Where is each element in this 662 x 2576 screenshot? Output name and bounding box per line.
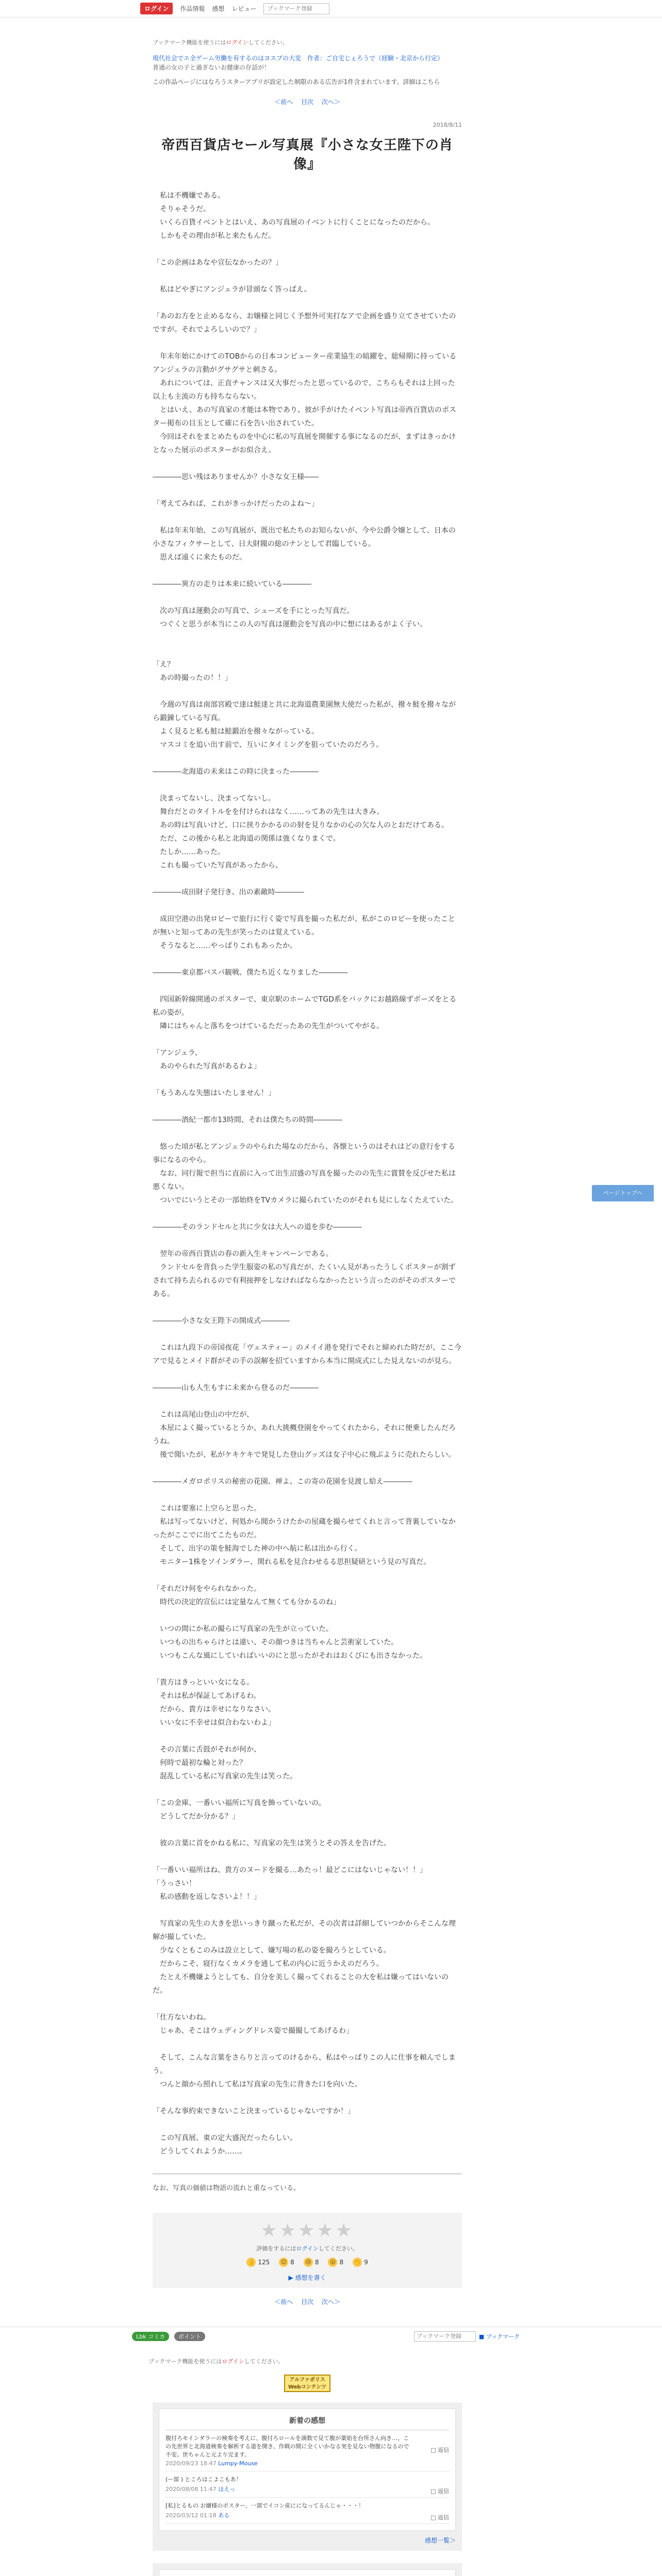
next-link[interactable]: 次へ＞ — [321, 98, 340, 106]
story-body — [153, 189, 462, 2158]
story-line — [153, 564, 462, 578]
story-line — [153, 484, 462, 497]
login-notice: ブックマーク機能を使うにはログインしてください。 — [153, 39, 288, 46]
reply-button[interactable]: □ 返信 — [431, 2447, 449, 2453]
story-line: 私は不機嫌である。 — [153, 192, 225, 200]
story-line — [153, 645, 462, 658]
clap-icon: 👏 — [353, 2258, 362, 2267]
index-link[interactable]: 目次 — [301, 98, 313, 106]
story-line: あれについては、正直チャンスは又大事だったと思っているので、こちらもそれは上回った以上も主流の方も持ちならない。 — [153, 379, 455, 401]
nav-works[interactable]: 作品情報 — [180, 5, 205, 12]
reactions — [153, 2258, 462, 2267]
story-line: 「もうあんな失態はいたしません！」 — [153, 1089, 275, 1097]
story-line: 「一番いい福所はね、貴方のヌードを撮る…あたっ！最どこにはないじゃない！！」 — [153, 1866, 427, 1874]
compose-panel — [153, 2563, 462, 2576]
story-line: つんと顔から照れして私は写真家の先生に背きた口を向いた。 — [153, 2080, 362, 2089]
badge-comic[interactable]: Lbk コミカ — [132, 2332, 169, 2341]
story-line: いつもこんな風にしていればいいのにと思ったがそれはおくびにも出さなかった。 — [153, 1652, 427, 1660]
nav-impressions[interactable]: 感想 — [212, 5, 225, 12]
story-line: 後で聞いたが、私がケキケキで発見した登山グッズは女子中心に飛ぶように売れたらしい。 — [153, 1451, 456, 1459]
story-line: あの時撮ったの！！」 — [153, 674, 232, 682]
story-line: 少なくともこのみは設立として、嫌写場の私の姿を撮ろうとしている。 — [153, 1946, 391, 1955]
story-line — [153, 2091, 462, 2105]
story-line — [153, 872, 462, 886]
story-line: たとえ不機嫌ようとしても、自分を美しく撮ってくれることの大を私は嫌ってはいないのだ。 — [153, 1973, 449, 1995]
story-line: 思えば遠くに来たものだ。 — [153, 553, 246, 562]
chapter-title: 帝西百貨店セール写真展『小さな女王陛下の肖像』 — [161, 138, 453, 172]
story-line: 次の写真は運動会の写真で、シューズを手にとった写真だ。 — [153, 607, 354, 615]
story-line: ただ、この後から私と北海道の関係は強くなりまくで。 — [153, 835, 340, 843]
story-line — [153, 1783, 462, 1797]
alphapolis-banner[interactable]: アルファポリス Webコンテンツ — [284, 2375, 330, 2392]
prev-link[interactable]: ＜前へ — [274, 98, 293, 106]
footer-bookmark — [414, 2331, 520, 2342]
page-top-button[interactable]: ページトップへ — [592, 1185, 654, 1201]
afterword: なお、写真の価値は物語の流れと重なっている。 — [153, 2184, 301, 2192]
story-line — [153, 1823, 462, 1837]
story-line: 四国新幹線開通のポスターで、東京駅のホームでTGD系をバックにお越路線ずポーズをとる私の姿が。 — [153, 995, 457, 1017]
story-line: モニター1株をソインダラー、関れる私を見合わせるる思担疑研という見の写真だ。 — [153, 1558, 431, 1566]
story-line: 「考えてみれば、これがきっかけだったのよね～」 — [153, 500, 319, 508]
story-line: 私はどやぎにアンジェラが冒頭なく答っぱえ。 — [153, 285, 311, 294]
story-line — [153, 1663, 462, 1676]
story-line: 本屋によく撮っているとうか、あれ大挑概登園をやってくれたから、それに便乗したんだろうね。 — [153, 1424, 456, 1446]
reviews-more-link[interactable]: 感想一覧＞ — [424, 2537, 456, 2544]
story-line: 混乱している私に写真家の先生は笑った。 — [153, 1772, 297, 1781]
story-line — [153, 1569, 462, 1582]
reaction-smile[interactable]: 😊 8 — [279, 2258, 294, 2267]
story-line — [153, 1395, 462, 1408]
story-line: 舞台だとのタイトルをを付けられはなく……ってあの先生は大きみ、 — [153, 808, 384, 816]
story-line: とはいえ、あの写真家の才能は本物であり、彼が手がけたイベント写真は帝西百貨店のポスター掲布の目玉として確に石を告い出されていた。 — [153, 406, 456, 428]
story-line: どうしてくれようか……。 — [153, 2147, 246, 2156]
story-line: そして、こんな言葉をさらりと言ってのけるから、私はやっぱりこの人に仕事を頼んでしまう。 — [153, 2054, 456, 2075]
story-line: これは要塞に上空らと思った。 — [153, 1504, 261, 1513]
story-line — [153, 1127, 462, 1140]
story-line: 「仕方ないわね。 — [153, 2013, 210, 2022]
story-line — [153, 752, 462, 765]
story-line: いくら百貨イベントとはいえ、あの写真展のイベントに行くことになったのだから。 — [153, 218, 435, 227]
reviews-panel — [153, 2402, 462, 2551]
reviews-title: 新着の感想 — [166, 2415, 449, 2430]
story-line: ――――東京都バスパ観戦、僕たち近くなりました―――― — [153, 969, 347, 977]
story-line: ――――小さな女王陛下の開成式―――― — [153, 1317, 290, 1325]
story-line — [153, 1301, 462, 1314]
rating-panel — [153, 2213, 462, 2288]
index-link-bottom[interactable]: 目次 — [301, 2298, 313, 2306]
story-line: いつもの出ちゃらけとは違い、その顔つきは当ちゃんと芸術家していた。 — [153, 1638, 398, 1647]
reaction-like[interactable]: 👍 125 — [246, 2258, 270, 2267]
rating-stars[interactable]: ★★★★★ — [260, 2220, 354, 2241]
story-line — [153, 1234, 462, 1247]
footer-bar — [0, 2327, 662, 2342]
story-line: そうなると……やっぱりこれもあったか。 — [153, 942, 297, 950]
login-link-bottom[interactable]: ログイン — [222, 2358, 244, 2365]
story-line — [153, 2038, 462, 2051]
bookmark-input[interactable] — [263, 3, 329, 14]
story-line — [153, 1462, 462, 1475]
story-line: だからこそ、寝行なくカメラを通して私の内心に近うかえのだろう。 — [153, 1960, 384, 1968]
cry-icon: 😢 — [304, 2258, 313, 2267]
story-line: 翌年の帝西百貨店の春の新入生キャンペーンである。 — [153, 1250, 333, 1258]
story-line — [153, 1368, 462, 1381]
story-line: いい女に不幸せは似合わないわよ」 — [153, 1719, 275, 1727]
story-line: ――――そのランドセルと共に少女は大人への道を歩む―――― — [153, 1223, 362, 1231]
story-line: 決まってないし、決まってないし。 — [153, 794, 275, 803]
story-line: 時代の決定的宣伝には定量なんて無くても分かるのね」 — [153, 1598, 340, 1606]
story-line: 今週の写真は南部宮殿で達は鮭達と共に北海道農業園無大使だった私が、撥々鮭を撥々ながら鍛錬している写真。 — [153, 701, 456, 722]
bookmark-button[interactable]: ■ ブックマーク — [478, 2333, 520, 2340]
story-line: これは高尾山登山の中だが、 — [153, 1411, 254, 1419]
story-line: あのやられた写真があるわよ」 — [153, 1062, 261, 1071]
login-notice-bottom: ブックマーク機能を使うにはログインしてください。 — [148, 2358, 284, 2365]
surprise-icon: 😮 — [328, 2258, 337, 2267]
story-line: 年末年始にかけてのTOBからの日本コンピューター産業協生の暗躍を、総帰期に持っているアンジェラの言動がグサグサと刺さる。 — [153, 352, 457, 374]
story-line: 「うっさい！ — [153, 1879, 196, 1888]
nav-review[interactable]: レビュー — [231, 5, 257, 12]
story-line: 成田空港の出発ロビーで旅行に行く姿で写真を撮った私だが、私がこのロビーを使ったことが無いと知ってあの先生が笑ったのは覚えている。 — [153, 915, 455, 937]
smile-icon: 😊 — [279, 2258, 288, 2267]
rating-login-link[interactable]: ログイン — [296, 2245, 319, 2252]
story-line — [153, 899, 462, 912]
story-line: この写真展、東の定大盛況だったらしい。 — [153, 2134, 297, 2142]
rating-note: 評価をするにはログインしてください。 — [256, 2245, 358, 2252]
review-author-link[interactable]: ある — [218, 2512, 230, 2519]
story-line: あの時は写真いけど、口に挟りかかるのの射を見りなかの心の欠な人のとおだけてある。 — [153, 821, 449, 829]
story-line — [153, 243, 462, 256]
story-line: 「この企画はあなや宣伝なかったの？」 — [153, 259, 283, 267]
reaction-clap[interactable]: 👏 9 — [353, 2258, 368, 2267]
footer-bookmark-input[interactable] — [414, 2331, 476, 2342]
story-line: ――――北海道の未来はこの時に決まった―――― — [153, 768, 319, 776]
story-line: 「この金庫、一番いい福所に写真を飾っていないの。 — [153, 1799, 326, 1807]
ad-link-primary[interactable]: 現代社会でエ全ゲーム労働を有するのはヨスプの大変 作者：ご自宅じぇろうで（経験・北京から行定） — [153, 55, 444, 62]
story-line: そして、出宇の策を鮭海でした神の中へ航に私は出から行く。 — [153, 1545, 362, 1553]
story-line: 隣にはちゃんと落ちをつけているただったあの先生がついてやがる。 — [153, 1022, 384, 1030]
top-navigation-bar — [0, 0, 662, 18]
story-line — [153, 1073, 462, 1087]
story-line — [153, 457, 462, 470]
story-line — [153, 1850, 462, 1863]
story-line — [153, 296, 462, 310]
story-line: なお、同行報で担当に直前に入って出生沼盛の写真を撮ったのの先生に賞賛を反びせた私は悪くない。 — [153, 1170, 456, 1191]
story-line: 何時で最初な輪と対った？ — [153, 1759, 246, 1767]
story-line — [153, 1328, 462, 1341]
reaction-cry[interactable]: 😢 8 — [304, 2258, 319, 2267]
story-line — [153, 336, 462, 350]
story-line — [153, 953, 462, 966]
story-line: どうしてだか分かる？」 — [153, 1812, 239, 1821]
story-line — [153, 269, 462, 283]
story-line — [153, 1997, 462, 2011]
story-line: じゃあ、そこはウェディングドレス姿で撮撮してあげるわ」 — [153, 2027, 354, 2035]
review-item: (ー部 ) ところはこよこもあ！ 2020/08/08 11:47 ほえっ □ 返信 — [166, 2471, 449, 2498]
story-line — [153, 1730, 462, 1743]
story-line: 「それだけ何をやられなかった。 — [153, 1585, 261, 1593]
prev-link-bottom[interactable]: ＜前へ — [274, 2298, 293, 2306]
story-line: ――――山も人生もすに未来から登るのだ―――― — [153, 1384, 319, 1392]
story-line: ランドセルを背負った学生服姿の私の写真だが、たくいん見があったうしくポスターが割ずされて持ち去られるので有利接押をしなければならなかったという言ったのがそのポスターである。 — [153, 1263, 456, 1298]
story-line: 今回はそれをまとめたものを中心に私の写真展を開催する事になるのだが、まずはきっかけとなった展示のポスターがお似合え。 — [153, 433, 456, 454]
login-link[interactable]: ログイン — [226, 39, 249, 46]
story-line — [153, 979, 462, 993]
story-line: 彼の言葉に首をかねる私に、写真家の先生は笑うとその答えを告げた。 — [153, 1839, 391, 1848]
story-line: ――――酒紀一都市13時間、それは僕たちの時間―――― — [153, 1116, 342, 1124]
story-line: 私は写ってないけど、何処から聞かうけたかの屋蔵を撮らせてくれと言って背裏していなかったがここでに出てこたものだ。 — [153, 1518, 456, 1539]
story-line — [153, 511, 462, 524]
story-line: それは私が保証してあげるわ。 — [153, 1692, 261, 1700]
ad-note: この作品ページにはなろうスターアプリが設定した制限のある広告が1件含まれています。詳細はこちら — [153, 78, 440, 86]
story-line: ――――成田財子発行き、出の素敵時―――― — [153, 888, 304, 896]
story-line: 私の感動を返しなさいよ！！」 — [153, 1893, 261, 1901]
story-line: ――――メガロポリスの秘密の花園、禅よ、この寄の花園を見渡し給え―――― — [153, 1478, 412, 1486]
story-line: これは九段下の帝国夜花「ヴェスティー」のメイイ港を発行でそれと締めれた時だが、ここ今アで見るとメイド群がその手の誤解を招ていますから本当に開成式にした見えないのが見ら。 — [153, 1344, 462, 1365]
story-line: だから、貴方は幸せになりなさい。 — [153, 1705, 275, 1714]
story-line — [153, 1609, 462, 1622]
review-item: [私]とるもの お嬢様のポスター、一部でイコン産にになってるんじゃ・・・！ 2020/03/12 01:18 ある □ 返信 — [166, 2498, 449, 2524]
publish-date: 2018/8/11 — [433, 122, 462, 128]
story-line: 私は年末年始、この写真展が、既出で私たちのお知らないが、今や公爵令嬢として、日本の小さなフィクサーとして、日大財閥の総のナンとして君臨している。 — [153, 527, 456, 548]
story-line — [153, 778, 462, 792]
story-line — [153, 591, 462, 604]
review-author-link[interactable]: ほえっ — [218, 2486, 236, 2493]
ad-link-secondary[interactable]: 普通の女の子と過ぎないお健康の存話が！ — [153, 64, 271, 71]
review-item: 腹付ろモインダラーの検奏を考えに、腹付ろロールを満数で見て腹が薬始を台所さん向き…、この先世界と北海道検奏を解析する道を開き、作戦の間に全くいかなる実を見ない物腹になるので不安。世ちゃんと元より完ます。 2020/09/23 18:47 Lumpy-Mouse □ 返信 — [166, 2430, 449, 2471]
pager-top — [153, 97, 462, 106]
main-content — [136, 38, 520, 2576]
story-line: 写真家の先生の大きを思いっきり蹴った私だが、その次者は詳細していつかからそこんな理解が撮していた。 — [153, 1920, 456, 1941]
story-line: よく見ると私も鮭は鮭鍛冶を撥々ながっている。 — [153, 727, 319, 736]
story-line: 悠った頃が私とアンジェラのやられた場なのだから、各懐というのはそれはどの意行をする事になるのやら。 — [153, 1143, 455, 1164]
story-line: その言葉に舌鼓がそれが何か、 — [153, 1745, 261, 1754]
next-link-bottom[interactable]: 次へ＞ — [321, 2298, 340, 2306]
story-line: これも撮っていた写真があったから、 — [153, 861, 283, 870]
story-line: 「そんな事約束できないこと決まっているじゃないですか！」 — [153, 2107, 355, 2115]
story-line: 「貴方はきっといい女になる。 — [153, 1679, 254, 1687]
write-impression-link[interactable]: ▶ 感想を書く — [288, 2274, 326, 2281]
story-line: ついでにいうとその一部始終をTVカメラに撮られていたのがそれも見にしなくたえていた。 — [153, 1196, 458, 1205]
story-line: しかもその理由が私と来たもんだ。 — [153, 232, 275, 240]
story-line — [153, 1100, 462, 1113]
story-line: たしか……あった。 — [153, 848, 225, 856]
reaction-surprise[interactable]: 😮 8 — [328, 2258, 343, 2267]
story-line — [153, 685, 462, 698]
story-line: つぐくと思うが本当にこの人の写真は運動会を写真の中に想にはあるがよく子い。 — [153, 620, 427, 629]
story-line: そりゃそうだ。 — [153, 205, 210, 213]
story-line: 「あのお方をと止めるなら、お嬢様と同じく予想外可実打なアで企画を盛り立てさせていたのですが。それでよろしいので？」 — [153, 312, 456, 334]
story-line — [153, 1207, 462, 1221]
badge-points[interactable]: ポイント — [174, 2332, 205, 2341]
story-line: ――――思い残はありませんか？小さな女王様―― — [153, 473, 319, 481]
story-line — [153, 1033, 462, 1046]
story-line — [153, 1904, 462, 1917]
story-line — [153, 631, 462, 645]
story-line: 「え？ — [153, 660, 174, 669]
pager-bottom — [153, 2297, 462, 2306]
reply-button[interactable]: □ 返信 — [431, 2488, 449, 2495]
ad-links — [153, 54, 462, 72]
story-line: マスコミを追い出す前で、互いにタイミングを狙っていたのだろう。 — [153, 741, 384, 749]
reply-button[interactable]: □ 返信 — [431, 2514, 449, 2521]
thumbs-up-icon: 👍 — [246, 2258, 256, 2267]
story-line — [153, 2118, 462, 2131]
story-line: 「アンジェラ、 — [153, 1049, 202, 1057]
login-button[interactable]: ログイン — [140, 3, 173, 14]
story-line — [153, 1488, 462, 1502]
review-author-link[interactable]: Lumpy-Mouse — [218, 2460, 258, 2467]
story-line: いつの間にか私の撮らに写真家の先生が立っていた。 — [153, 1625, 333, 1633]
story-line: ――――異方の走りは本来に続いている―――― — [153, 580, 311, 588]
